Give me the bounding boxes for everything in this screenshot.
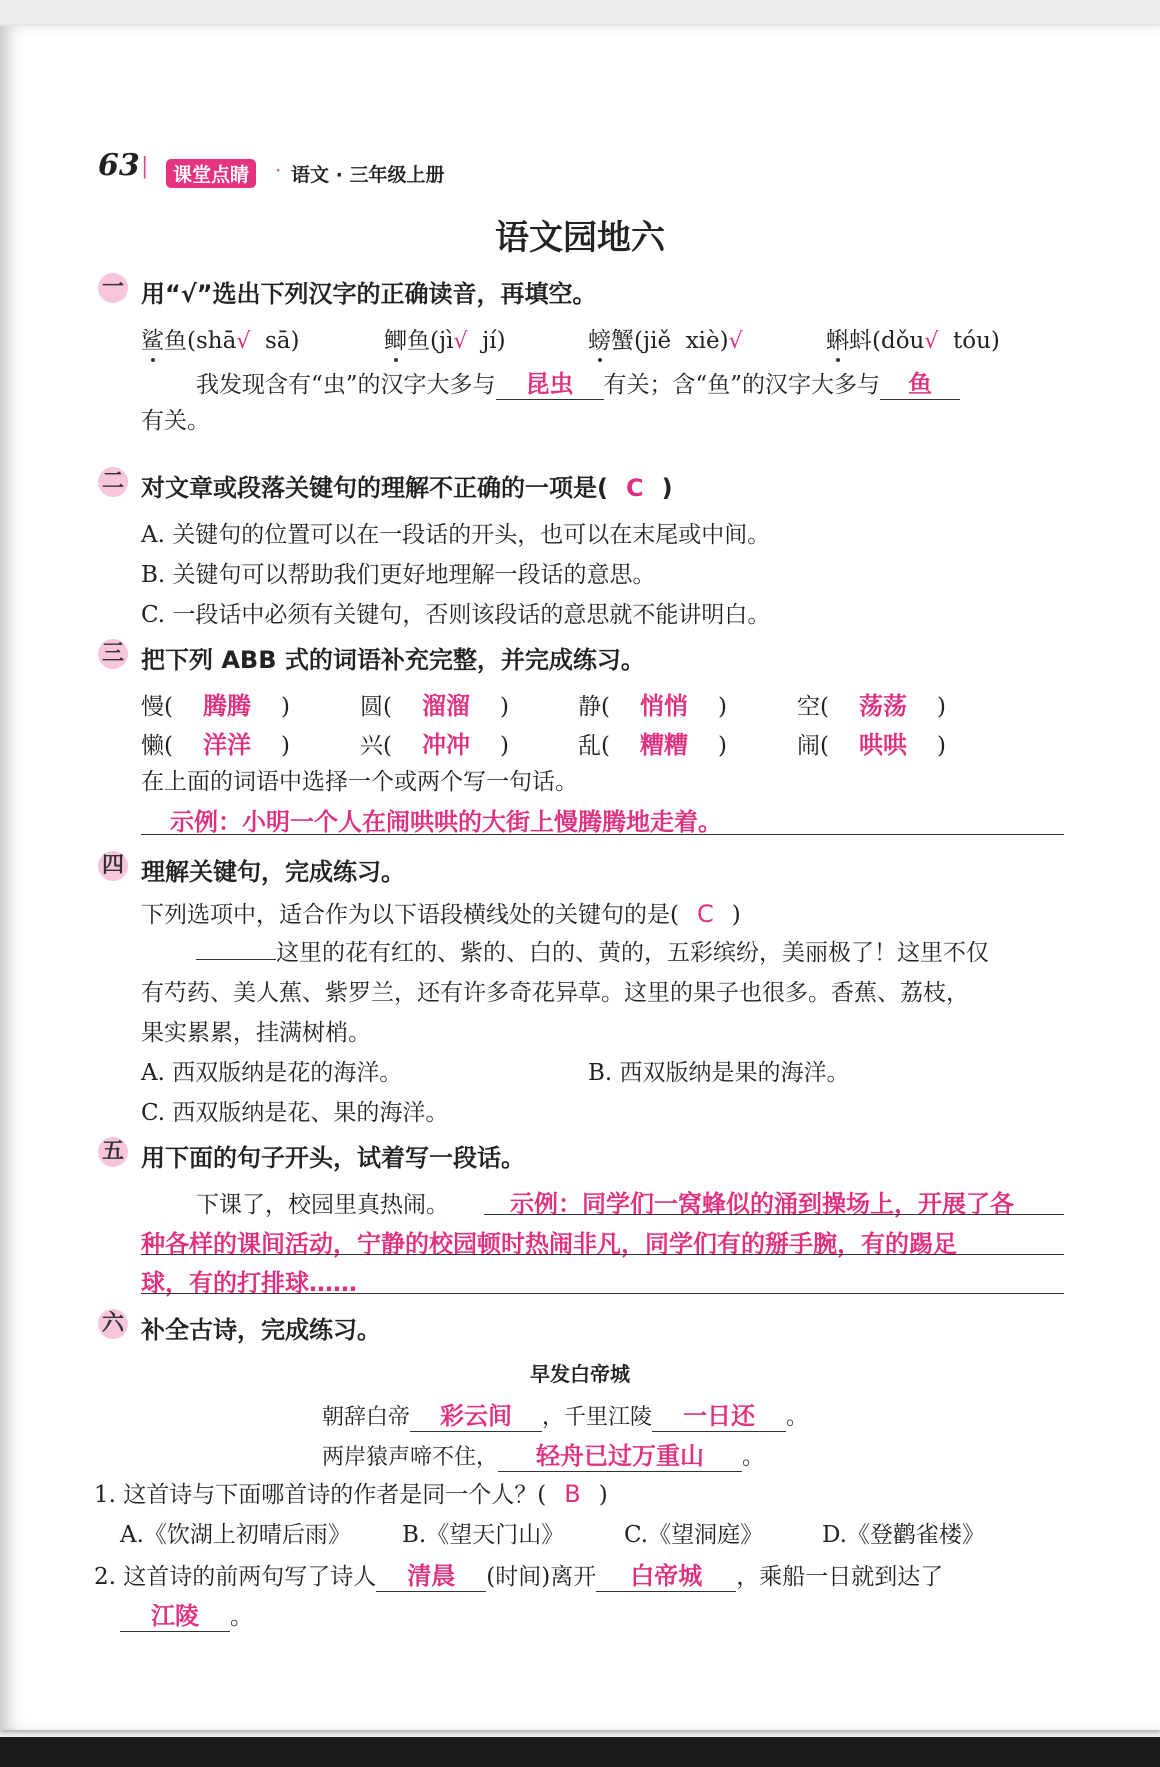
- section-1-number: 一: [98, 273, 128, 303]
- poem-line-1: 朝辞白帝 彩云间 ，千里江陵 一日还 。: [322, 1396, 808, 1432]
- option-b: B. 关键句可以帮助我们更好地理解一段话的意思。: [141, 562, 656, 588]
- bottom-bar: [0, 1737, 1160, 1767]
- section-3-example-answer: 示例：小明一个人在闹哄哄的大街上慢腾腾地走着。: [170, 808, 722, 836]
- section-5-answer-line-3: 球，有的打排球……: [141, 1269, 357, 1297]
- page-title: 语文园地六: [495, 218, 665, 258]
- section-1-sentence: 我发现含有“虫”的汉字大多与 昆虫 有关；含“鱼”的汉字大多与 鱼: [196, 364, 960, 400]
- question-2-continued: 江陵 。: [120, 1596, 253, 1632]
- abb-item: 慢( 腾腾 ): [141, 692, 290, 720]
- answer-line: [141, 1254, 1064, 1255]
- header-separator: |: [141, 154, 149, 179]
- section-5-lead: 下课了，校园里真热闹。: [196, 1192, 449, 1218]
- q2-blank-place: 白帝城: [596, 1556, 736, 1592]
- series-badge: 课堂点睛: [166, 159, 256, 188]
- poem-line-2: 两岸猿声啼不住， 轻舟已过万重山 。: [322, 1436, 764, 1472]
- section-2-answer: C: [625, 474, 644, 502]
- section-4-answer: C: [696, 900, 714, 928]
- pinyin-item-3: 螃蟹(jiě xiè)√: [588, 328, 743, 354]
- pinyin-item-1: 鲨鱼(shā√ sā): [141, 328, 300, 354]
- answer-line: [141, 834, 1064, 835]
- section-4-number: 四: [98, 851, 128, 881]
- passage-line-2: 有芍药、美人蕉、紫罗兰，还有许多奇花异草。这里的果子也很多。香蕉、荔枝，: [141, 980, 969, 1006]
- poem-blank-3: 轻舟已过万重山: [498, 1436, 742, 1472]
- section-1-sentence-end: 有关。: [141, 408, 210, 434]
- check-mark-icon: √: [924, 329, 939, 354]
- pinyin-item-2: 鲫鱼(jì√ jí): [384, 328, 506, 354]
- poem-blank-2: 一日还: [652, 1396, 786, 1432]
- answer-line: [484, 1214, 1064, 1215]
- pinyin-item-4: 蝌蚪(dǒu√ tóu): [826, 328, 1000, 354]
- answer-blank-yu: 鱼: [880, 364, 960, 400]
- check-mark-icon: √: [728, 329, 743, 354]
- question-2: 2. 这首诗的前两句写了诗人 清晨 (时间)离开 白帝城 ，乘船一日就到达了: [94, 1556, 943, 1592]
- section-6-number: 六: [98, 1309, 128, 1339]
- section-4-question: 下列选项中，适合作为以下语段横线处的关键句的是( C ): [141, 900, 741, 928]
- key-sentence-blank: [196, 959, 276, 960]
- question-1-answer: B: [564, 1480, 581, 1508]
- section-1-title: 用“√”选出下列汉字的正确读音，再填空。: [141, 280, 597, 308]
- section-3-prompt: 在上面的词语中选择一个或两个写一句话。: [141, 769, 578, 795]
- abb-item: 乱( 糟糟 ): [578, 731, 727, 759]
- q2-blank-destination: 江陵: [120, 1596, 230, 1632]
- header-dot: ·: [275, 158, 282, 182]
- q1-option-d: D.《登鹳雀楼》: [822, 1522, 985, 1548]
- passage-line-1: 这里的花有红的、紫的、白的、黄的，五彩缤纷，美丽极了！这里不仅: [196, 934, 989, 967]
- header-subject: 语文 · 三年级上册: [291, 164, 445, 186]
- passage-line-3: 果实累累，挂满树梢。: [141, 1020, 371, 1046]
- check-mark-icon: √: [453, 329, 468, 354]
- answer-line: [141, 1293, 1064, 1294]
- section-4-title: 理解关键句，完成练习。: [141, 858, 405, 886]
- option-c: C. 西双版纳是花、果的海洋。: [141, 1100, 449, 1126]
- option-b: B. 西双版纳是果的海洋。: [588, 1060, 850, 1086]
- q1-option-a: A.《饮湖上初晴后雨》: [120, 1522, 351, 1548]
- check-mark-icon: √: [236, 329, 251, 354]
- section-3-title: 把下列 ABB 式的词语补充完整，并完成练习。: [141, 646, 645, 674]
- option-a: A. 西双版纳是花的海洋。: [141, 1060, 403, 1086]
- poem-title: 早发白帝城: [530, 1362, 630, 1386]
- section-3-number: 三: [98, 639, 128, 669]
- option-c: C. 一段话中必须有关键句，否则该段话的意思就不能讲明白。: [141, 602, 771, 628]
- abb-item: 兴( 冲冲 ): [360, 731, 509, 759]
- abb-item: 空( 荡荡 ): [797, 692, 946, 720]
- q2-blank-time: 清晨: [376, 1556, 486, 1592]
- section-5-answer-line-1: 示例：同学们一窝蜂似的涌到操场上，开展了各: [510, 1190, 1014, 1218]
- section-5-title: 用下面的句子开头，试着写一段话。: [141, 1144, 525, 1172]
- option-a: A. 关键句的位置可以在一段话的开头，也可以在末尾或中间。: [141, 522, 771, 548]
- q1-option-b: B.《望天门山》: [402, 1522, 565, 1548]
- section-6-title: 补全古诗，完成练习。: [141, 1316, 381, 1344]
- workbook-page: [0, 26, 1160, 1730]
- abb-item: 静( 悄悄 ): [578, 692, 727, 720]
- answer-blank-kunchong: 昆虫: [496, 364, 604, 400]
- abb-item: 圆( 溜溜 ): [360, 692, 509, 720]
- section-5-number: 五: [98, 1137, 128, 1167]
- section-2-title: 对文章或段落关键句的理解不正确的一项是( C ): [141, 474, 673, 502]
- section-5-answer-line-2: 种各样的课间活动，宁静的校园顿时热闹非凡，同学们有的掰手腕，有的踢足: [141, 1230, 957, 1258]
- q1-option-c: C.《望洞庭》: [624, 1522, 764, 1548]
- abb-item: 懒( 洋洋 ): [141, 731, 290, 759]
- question-1: 1. 这首诗与下面哪首诗的作者是同一个人？( B ): [94, 1480, 608, 1508]
- poem-blank-1: 彩云间: [410, 1396, 542, 1432]
- page-number: 63: [98, 148, 140, 183]
- section-2-number: 二: [98, 467, 128, 497]
- abb-item: 闹( 哄哄 ): [797, 731, 946, 759]
